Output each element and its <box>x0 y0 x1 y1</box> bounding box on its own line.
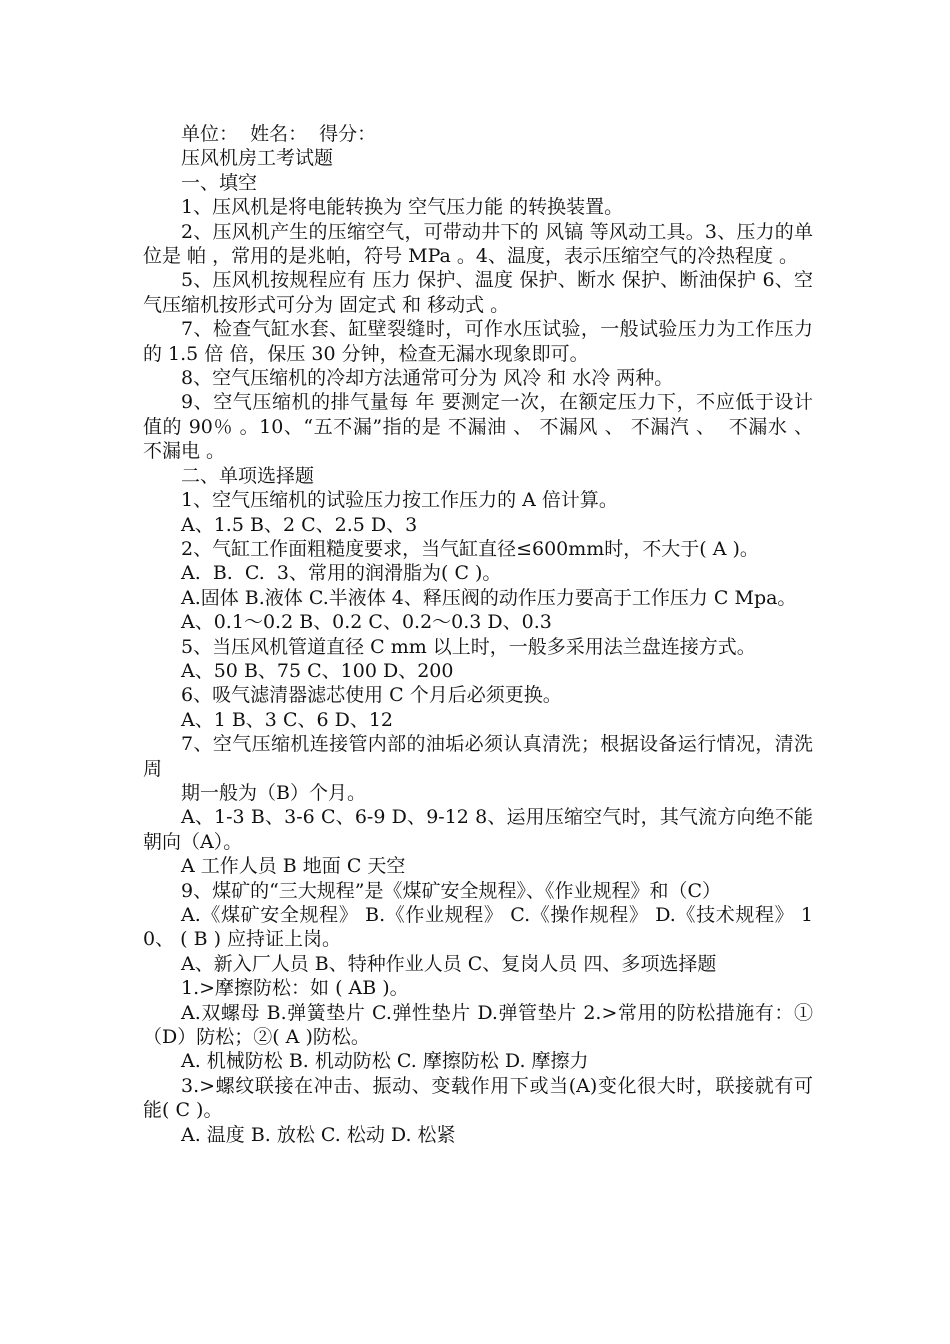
answer-options: A、50 B、75 C、100 D、200 <box>181 659 454 682</box>
answer-options: A、0.1～0.2 B、0.2 C、0.2～0.3 D、0.3 <box>181 611 552 634</box>
answer-options: A. 机械防松 B. 机动防松 C. 摩擦防松 D. 摩擦力 <box>181 1050 589 1073</box>
answer-options: A、1.5 B、2 C、2.5 D、3 <box>181 513 418 536</box>
answer-options: A.固体 B.液体 C.半液体 4、释压阀的动作压力要高于工作压力 C Mpa。 <box>181 586 797 609</box>
answer-options: A、新入厂人员 B、特种作业人员 C、复岗人员 四、多项选择题 <box>181 952 717 975</box>
question-paragraph: 8、空气压缩机的冷却方法通常可分为 风冷 和 水冷 两种。 <box>181 367 674 390</box>
answer-options: A. 温度 B. 放松 C. 松动 D. 松紧 <box>181 1123 456 1146</box>
answer-options: A.双螺母 B.弹簧垫片 C.弹性垫片 D.弹管垫片 2.>常用的防松措施有：①（D）防松；②( A )防松。 <box>143 1001 813 1049</box>
section-heading-single-choice: 二、单项选择题 <box>181 464 315 487</box>
exam-title: 压风机房工考试题 <box>181 147 334 170</box>
question-paragraph: 1、压风机是将电能转换为 空气压力能 的转换装置。 <box>181 196 624 219</box>
answer-options: A、1 B、3 C、6 D、12 <box>181 708 394 731</box>
question-paragraph: 期一般为（B）个月。 <box>181 781 366 804</box>
question-paragraph: 5、压风机按规程应有 压力 保护、温度 保护、断水 保护、断油保护 6、空气压缩机按形式可分为 固定式 和 移动式 。 <box>143 269 813 316</box>
answer-options: A. B. C. 3、常用的润滑脂为( C )。 <box>181 562 502 585</box>
section-heading-fill-blank: 一、填空 <box>181 171 258 194</box>
document-body <box>143 122 826 1147</box>
question-paragraph: 7、空气压缩机连接管内部的油垢必须认真清洗；根据设备运行情况，清洗周 <box>143 733 813 780</box>
header-fields: 单位： 姓名： 得分： <box>181 123 377 145</box>
question-paragraph: 1.>摩擦防松：如 ( AB )。 <box>181 977 409 1000</box>
question-paragraph: 9、煤矿的“三大规程”是《煤矿安全规程》、《作业规程》和（C） <box>181 879 722 902</box>
question-paragraph: 2、气缸工作面粗糙度要求，当气缸直径≤600mm时，不大于( A )。 <box>181 537 759 560</box>
question-paragraph: 3.>螺纹联接在冲击、振动、变载作用下或当(A)变化很大时，联接就有可能( C )。 <box>143 1074 813 1122</box>
answer-options: A 工作人员 B 地面 C 天空 <box>181 855 406 878</box>
question-paragraph: 6、吸气滤清器滤芯使用 C 个月后必须更换。 <box>181 684 562 707</box>
question-paragraph: 5、当压风机管道直径 C mm 以上时，一般多采用法兰盘连接方式。 <box>181 635 756 658</box>
question-paragraph: 1、空气压缩机的试验压力按工作压力的 A 倍计算。 <box>181 489 618 512</box>
answer-options: A、1-3 B、3-6 C、6-9 D、9-12 8、运用压缩空气时，其气流方向绝不能朝向（A）。 <box>143 806 813 853</box>
question-paragraph: 7、检查气缸水套、缸壁裂缝时，可作水压试验，一般试验压力为工作压力的 1.5 倍 倍，保压 30 分钟，检查无漏水现象即可。 <box>143 318 813 365</box>
question-paragraph: 9、空气压缩机的排气量每 年 要测定一次，在额定压力下，不应低于设计值的 90％ 。10、“五不漏”指的是 不漏油 、 不漏风 、 不漏汽 、 不漏水 、 不漏电 。 <box>143 391 826 463</box>
answer-options: A.《煤矿安全规程》 B.《作业规程》 C.《操作规程》 D.《技术规程》 10、 ( B ) 应持证上岗。 <box>143 904 813 951</box>
question-paragraph: 2、压风机产生的压缩空气，可带动井下的 风镐 等风动工具。3、压力的单位是 帕 ，常用的是兆帕，符号 MPa 。4、温度，表示压缩空气的冷热程度 。 <box>143 220 813 268</box>
